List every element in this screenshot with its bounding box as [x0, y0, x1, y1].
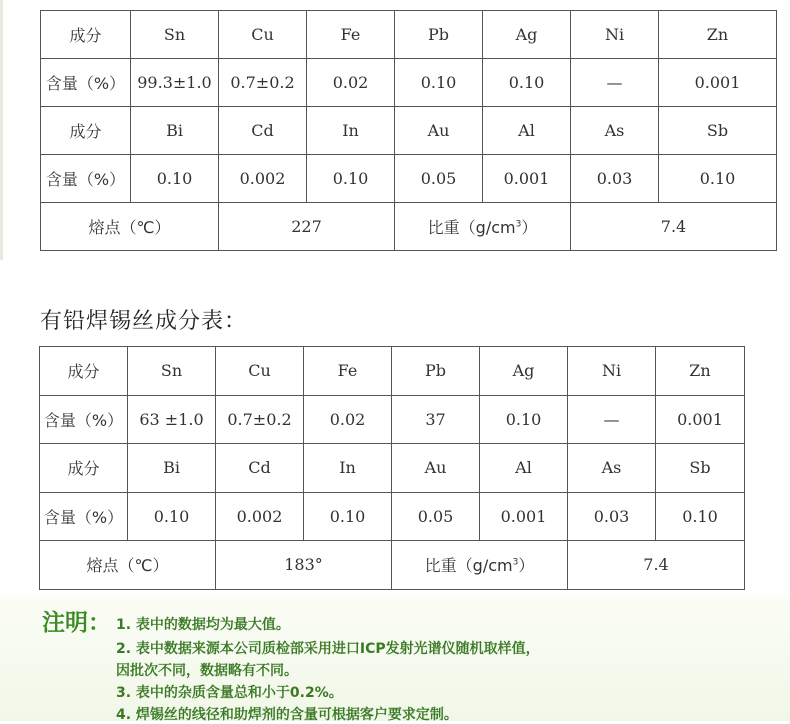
table-cell: Fe	[307, 11, 395, 59]
note-line-2: 2. 表中数据来源本公司质检部采用进口ICP发射光谱仪随机取样值，	[116, 641, 540, 657]
table-cell: Pb	[395, 11, 483, 59]
lead-free-composition-table	[40, 10, 777, 251]
table-cell: 0.10	[656, 492, 745, 541]
table1-melting-label: 熔点（℃）	[41, 203, 219, 251]
table-cell: 0.10	[480, 395, 568, 444]
row-header-cell: 成分	[41, 11, 131, 59]
table-cell: Al	[480, 444, 568, 493]
table-cell: 0.002	[219, 155, 307, 203]
table1-density-value: 7.4	[571, 203, 777, 251]
table-cell: Zn	[656, 347, 745, 396]
table-row	[41, 155, 777, 203]
table-cell: 0.001	[659, 59, 777, 107]
table-cell: Cu	[216, 347, 304, 396]
table-cell: Cu	[219, 11, 307, 59]
table-cell: 0.02	[304, 395, 392, 444]
table-cell: Ni	[571, 11, 659, 59]
table-cell: Au	[392, 444, 480, 493]
row-header-cell: 成分	[40, 444, 128, 493]
leaded-composition-table	[39, 346, 745, 590]
row-header-cell: 含量（%）	[41, 155, 131, 203]
notes-title: 注明：	[42, 610, 111, 636]
table-cell: Cd	[216, 444, 304, 493]
note-line-3: 3. 表中的杂质含量总和小于0.2%。	[116, 685, 343, 701]
table-cell: 0.10	[304, 492, 392, 541]
table-cell: 0.7±0.2	[219, 59, 307, 107]
table-cell: 0.10	[307, 155, 395, 203]
row-header-cell: 含量（%）	[40, 395, 128, 444]
table-cell: In	[307, 107, 395, 155]
notes-panel	[0, 596, 790, 721]
leaded-solder-heading: 有铅焊锡丝成分表：	[40, 309, 248, 334]
table-cell: Cd	[219, 107, 307, 155]
row-header-cell: 含量（%）	[41, 59, 131, 107]
table-row	[40, 395, 745, 444]
table-cell: As	[571, 107, 659, 155]
row-header-cell: 含量（%）	[40, 492, 128, 541]
table-cell: Fe	[304, 347, 392, 396]
table-cell: 0.10	[659, 155, 777, 203]
left-edge-strip	[0, 0, 3, 260]
table-cell: 0.002	[216, 492, 304, 541]
table-cell: Bi	[128, 444, 216, 493]
table-cell: 0.03	[571, 155, 659, 203]
table-cell: Au	[395, 107, 483, 155]
table-cell: Al	[483, 107, 571, 155]
table-cell: Sn	[128, 347, 216, 396]
table-cell: 0.05	[392, 492, 480, 541]
row-header-cell: 成分	[41, 107, 131, 155]
table-row	[40, 347, 745, 396]
table-cell: 0.10	[395, 59, 483, 107]
note-line-4: 4. 焊锡丝的线径和助焊剂的含量可根据客户要求定制。	[116, 707, 458, 723]
table1-summary-row	[41, 203, 777, 251]
table-cell: 37	[392, 395, 480, 444]
table-row	[40, 492, 745, 541]
table2-melting-value: 183°	[216, 541, 392, 590]
table-cell: 0.10	[128, 492, 216, 541]
table-cell: 63 ±1.0	[128, 395, 216, 444]
note-line-2-cont: 因批次不同，数据略有不同。	[116, 663, 298, 679]
table-cell: Ag	[483, 11, 571, 59]
table-cell: 0.001	[656, 395, 745, 444]
table-cell: 0.03	[568, 492, 656, 541]
table-cell: As	[568, 444, 656, 493]
table-cell: Zn	[659, 11, 777, 59]
table-cell: 0.05	[395, 155, 483, 203]
table-cell: —	[568, 395, 656, 444]
table-cell: Ni	[568, 347, 656, 396]
table-cell: Sb	[656, 444, 745, 493]
table1-melting-value: 227	[219, 203, 395, 251]
table2-melting-label: 熔点（℃）	[40, 541, 216, 590]
table-row	[41, 11, 777, 59]
table-row	[40, 444, 745, 493]
table-cell: 0.7±0.2	[216, 395, 304, 444]
table-cell: 0.02	[307, 59, 395, 107]
table-row	[41, 107, 777, 155]
row-header-cell: 成分	[40, 347, 128, 396]
table1-density-label: 比重$(g/cm^3)$	[395, 203, 571, 251]
table-cell: 0.10	[131, 155, 219, 203]
table2-density-label: 比重$(g/cm^3)$	[392, 541, 568, 590]
table-cell: Sb	[659, 107, 777, 155]
table2-summary-row	[40, 541, 745, 590]
table-cell: 0.001	[480, 492, 568, 541]
table-cell: —	[571, 59, 659, 107]
table-row	[41, 59, 777, 107]
table-cell: 99.3±1.0	[131, 59, 219, 107]
table-cell: Pb	[392, 347, 480, 396]
table-cell: In	[304, 444, 392, 493]
table2-density-value: 7.4	[568, 541, 745, 590]
table-cell: Sn	[131, 11, 219, 59]
table-cell: Ag	[480, 347, 568, 396]
table-cell: 0.10	[483, 59, 571, 107]
table-cell: Bi	[131, 107, 219, 155]
note-line-1: 1. 表中的数据均为最大值。	[116, 617, 290, 633]
table-cell: 0.001	[483, 155, 571, 203]
